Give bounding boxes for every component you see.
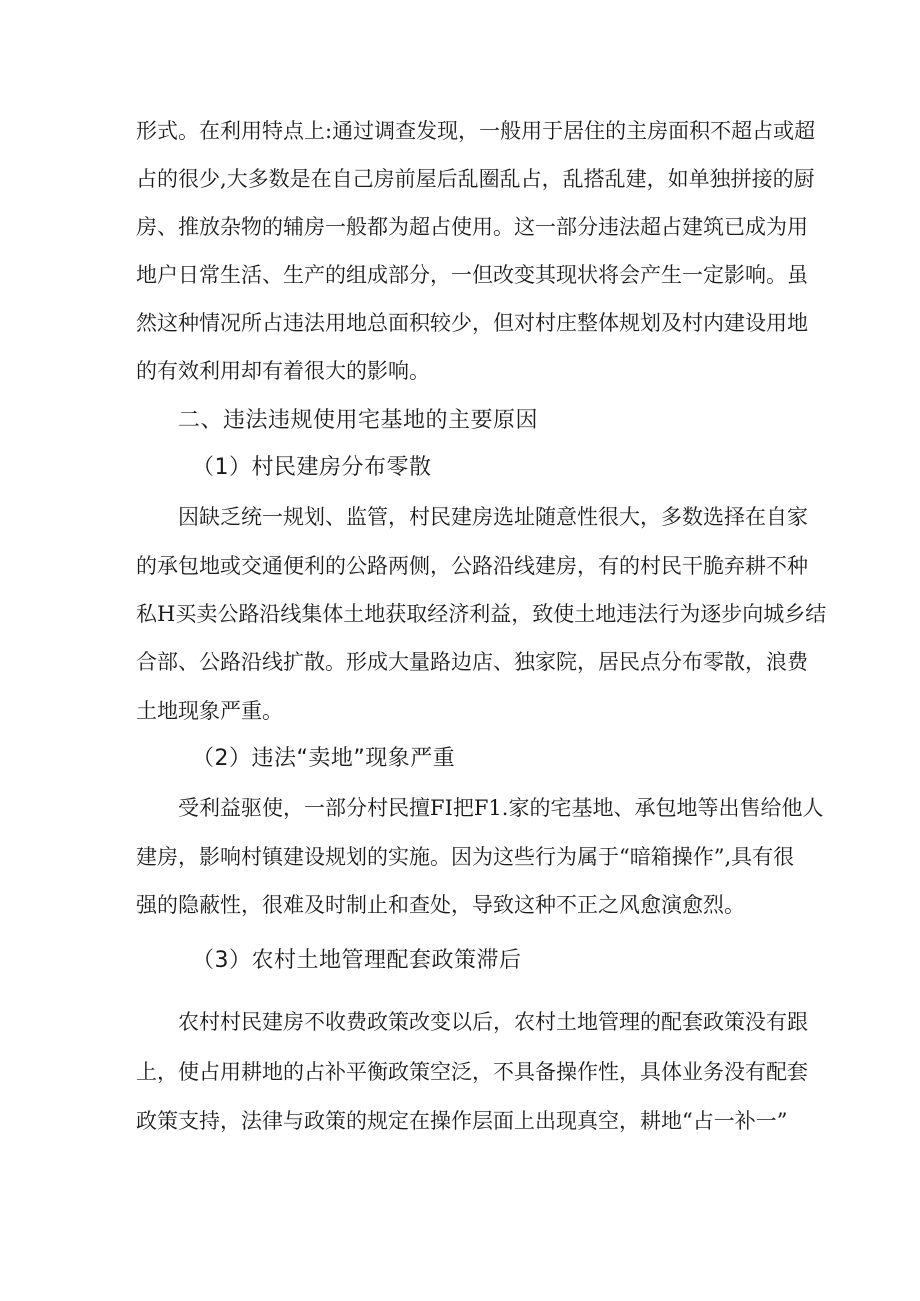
section-heading: 二、违法违规使用宅基地的主要原因 (178, 408, 539, 433)
paragraph-line: 受利益驱使，一部分村民擅FI把F1.家的宅基地、承包地等出售给他人 (178, 796, 824, 820)
subsection-heading: （1）村民建房分布零散 (192, 455, 432, 480)
paragraph-line: 合部、公路沿线扩散。形成大量路边店、独家院，居民点分布零散，浪费 (136, 650, 808, 674)
paragraph-line: 政策支持，法律与政策的规定在操作层面上出现真空，耕地“占一补一” (136, 1109, 788, 1133)
paragraph-line: 的有效利用却有着很大的影响。 (136, 359, 430, 383)
paragraph-line: 强的隐蔽性，很难及时制止和查处，导致这种不正之风愈演愈烈。 (136, 893, 745, 917)
paragraph-line: 因缺乏统一规划、监管，村民建房选址随意性很大，多数选择在自家 (178, 505, 808, 529)
paragraph-line: 占的很少,大多数是在自己房前屋后乱圈乱占，乱搭乱建，如单独拼接的厨 (136, 167, 815, 191)
paragraph-line: 形式。在利用特点上:通过调查发现，一般用于居住的主房面积不超占或超 (136, 119, 816, 143)
paragraph-line: 建房，影响村镇建设规划的实施。因为这些行为属于“暗箱操作”,具有很 (136, 845, 795, 869)
paragraph-line: 地户日常生活、生产的组成部分，一但改变其现状将会产生一定影响。虽 (136, 263, 808, 287)
paragraph-line: 上，使占用耕地的占补平衡政策空泛，不具备操作性，具体业务没有配套 (136, 1060, 808, 1084)
paragraph-line: 土地现象严重。 (136, 699, 283, 723)
paragraph-line: 农村村民建房不收费政策改变以后，农村土地管理的配套政策没有跟 (178, 1010, 808, 1034)
subsection-heading: （3）农村土地管理配套政策滞后 (192, 948, 522, 973)
paragraph-line: 私H买卖公路沿线集体土地获取经济利益，致使土地违法行为逐步向城乡结 (136, 602, 827, 626)
subsection-heading: （2）违法“卖地”现象严重 (192, 746, 456, 771)
paragraph-line: 然这种情况所占违法用地总面积较少，但对村庄整体规划及村内建设用地 (136, 311, 808, 335)
paragraph-line: 的承包地或交通便利的公路两侧，公路沿线建房，有的村民干脆弃耕不种 (136, 554, 808, 578)
paragraph-line: 房、推放杂物的辅房一般都为超占使用。这一部分违法超占建筑已成为用 (136, 215, 808, 239)
